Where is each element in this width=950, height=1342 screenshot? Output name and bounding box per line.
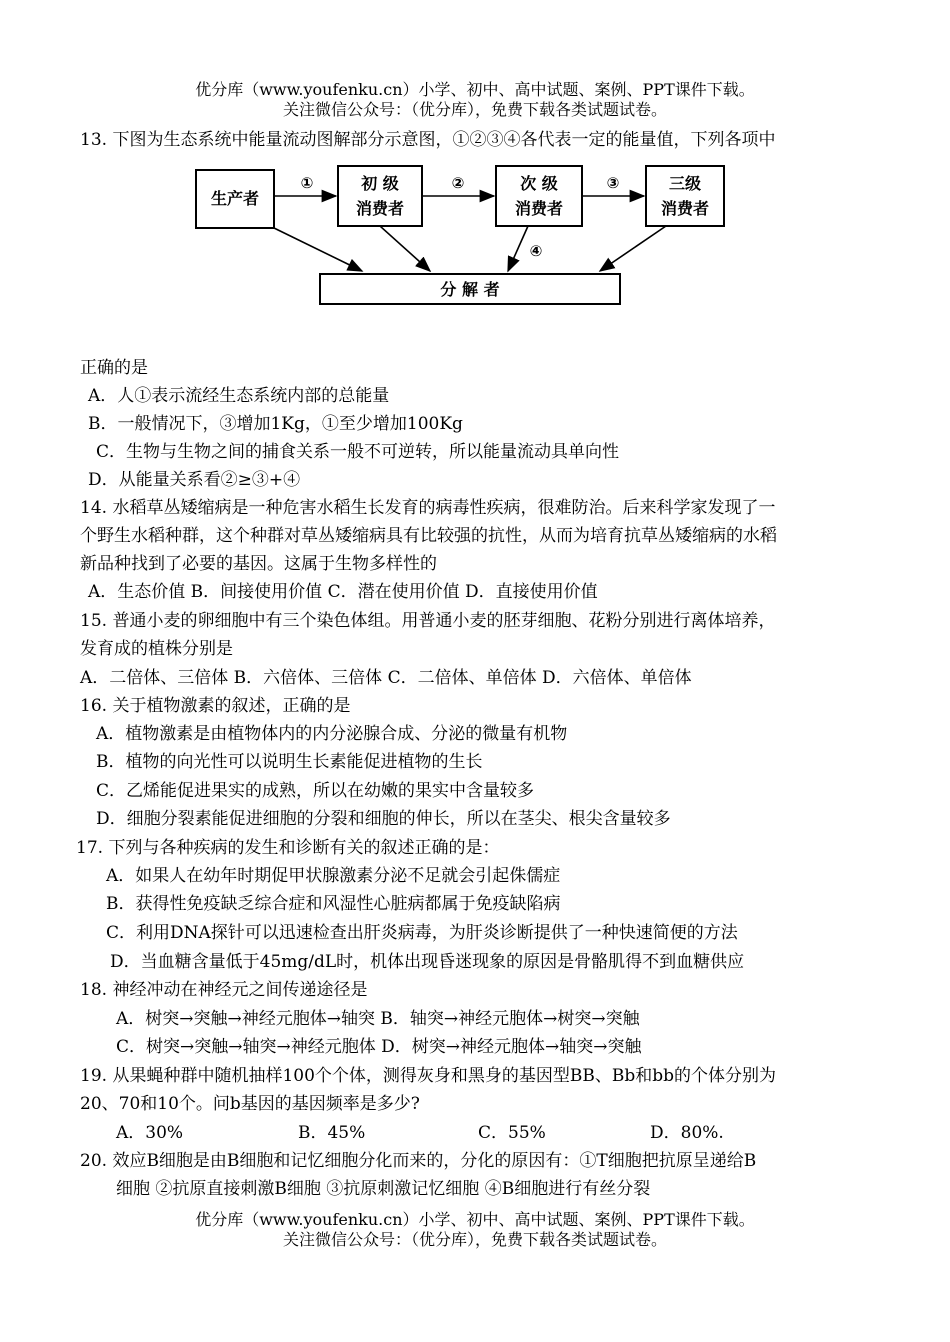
q15-line-1: 15. 普通小麦的卵细胞中有三个染色体组。用普通小麦的胚芽细胞、花粉分别进行离体培养， [80,611,776,631]
q13-option-b: B．一般情况下，③增加1Kg，①至少增加100Kg [88,414,463,434]
q17-option-b: B．获得性免疫缺乏综合症和风湿性心脏病都属于免疫缺陷病 [106,894,561,914]
q13-stem: 13. 下图为生态系统中能量流动图解部分示意图，①②③④各代表一定的能量值，下列各项中 [80,130,776,150]
q16-option-d: D．细胞分裂素能促进细胞的分裂和细胞的伸长，所以在茎尖、根尖含量较多 [96,809,671,829]
arrow-primary-to-decomposer [380,226,430,271]
arrow-label-1: ① [300,174,314,192]
page-footer-line-2: 关注微信公众号：（优分库），免费下载各类试题试卷。 [282,1230,667,1249]
q17-option-d: D．当血糖含量低于45mg/dL时，机体出现昏迷现象的原因是骨骼肌得不到血糖供应 [110,952,745,972]
secondary-consumer-label-1: 次 级 [520,174,558,193]
q19-option-b: B．45% [298,1123,366,1143]
arrow-label-3: ③ [606,174,620,192]
q15-line-2: 发育成的植株分别是 [80,639,233,659]
primary-consumer-label-1: 初 级 [361,174,399,193]
q13-option-d: D．从能量关系看②≥③+④ [88,470,301,490]
q16-option-c: C．乙烯能促进果实的成熟，所以在幼嫩的果实中含量较多 [96,781,535,801]
page-footer-line-1: 优分库（www.youfenku.cn）小学、初中、高中试题、案例、PPT课件下载。 [195,1210,755,1229]
q14-line-2: 个野生水稻种群，这个种群对草丛矮缩病具有比较强的抗性，从而为培育抗草丛矮缩病的水稻 [80,526,777,546]
q16-stem: 16. 关于植物激素的叙述，正确的是 [80,696,351,716]
q18-stem: 18. 神经冲动在神经元之间传递途径是 [80,980,368,1000]
q13-option-c: C．生物与生物之间的捕食关系一般不可逆转，所以能量流动具单向性 [96,442,620,462]
q19-line-2: 20、70和10个。问b基因的基因频率是多少? [80,1094,420,1114]
q17-stem: 17. 下列与各种疾病的发生和诊断有关的叙述正确的是： [76,838,500,858]
q17-option-c: C．利用DNA探针可以迅速检查出肝炎病毒，为肝炎诊断提供了一种快速简便的方法 [106,923,738,943]
q20-line-2: 细胞 ②抗原直接刺激B细胞 ③抗原刺激记忆细胞 ④B细胞进行有丝分裂 [116,1179,651,1199]
q20-line-1: 20. 效应B细胞是由B细胞和记忆细胞分化而来的，分化的原因有：①T细胞把抗原呈递给B [80,1151,757,1171]
page-header-line-1: 优分库（www.youfenku.cn）小学、初中、高中试题、案例、PPT课件下载。 [195,80,755,99]
energy-flow-diagram [190,158,730,308]
q19-option-a: A．30% [116,1123,184,1143]
q15-options: A．二倍体、三倍体 B．六倍体、三倍体 C．二倍体、单倍体 D．六倍体、单倍体 [80,668,692,688]
arrow-tertiary-to-decomposer [600,226,666,271]
q16-option-a: A．植物激素是由植物体内的内分泌腺合成、分泌的微量有机物 [96,724,568,744]
q16-option-b: B．植物的向光性可以说明生长素能促进植物的生长 [96,752,483,772]
arrow-secondary-to-decomposer [508,226,528,271]
decomposer-label: 分 解 者 [440,280,500,299]
q17-option-a: A．如果人在幼年时期促甲状腺激素分泌不足就会引起侏儒症 [106,866,561,886]
arrow-label-4: ④ [529,242,543,260]
secondary-consumer-label-2: 消费者 [514,199,564,218]
q18-options-row-1: A．树突→突触→神经元胞体→轴突 B．轴突→神经元胞体→树突→突触 [116,1009,640,1029]
q19-line-1: 19. 从果蝇种群中随机抽样100个个体，测得灰身和黑身的基因型BB、Bb和bb的个体分别为 [80,1066,777,1086]
q18-options-row-2: C．树突→突触→轴突→神经元胞体 D．树突→神经元胞体→轴突→突触 [116,1037,642,1057]
q19-option-c: C．55% [478,1123,546,1143]
q13-stem-cont: 正确的是 [80,358,148,378]
producer-label: 生产者 [210,189,260,208]
primary-consumer-label-2: 消费者 [355,199,405,218]
page-header-line-2: 关注微信公众号：（优分库），免费下载各类试题试卷。 [282,100,667,119]
q13-option-a: A．人①表示流经生态系统内部的总能量 [88,386,390,406]
q19-option-d: D．80%. [650,1123,724,1143]
tertiary-consumer-label-2: 消费者 [660,199,710,218]
arrow-producer-to-decomposer [274,228,362,271]
tertiary-consumer-label-1: 三级 [668,174,702,193]
q14-line-3: 新品种找到了必要的基因。这属于生物多样性的 [80,554,437,574]
arrow-label-2: ② [451,174,465,192]
q14-line-1: 14. 水稻草丛矮缩病是一种危害水稻生长发育的病毒性疾病，很难防治。后来科学家发现了一 [80,498,776,518]
q14-options: A．生态价值 B．间接使用价值 C．潜在使用价值 D．直接使用价值 [88,582,598,602]
